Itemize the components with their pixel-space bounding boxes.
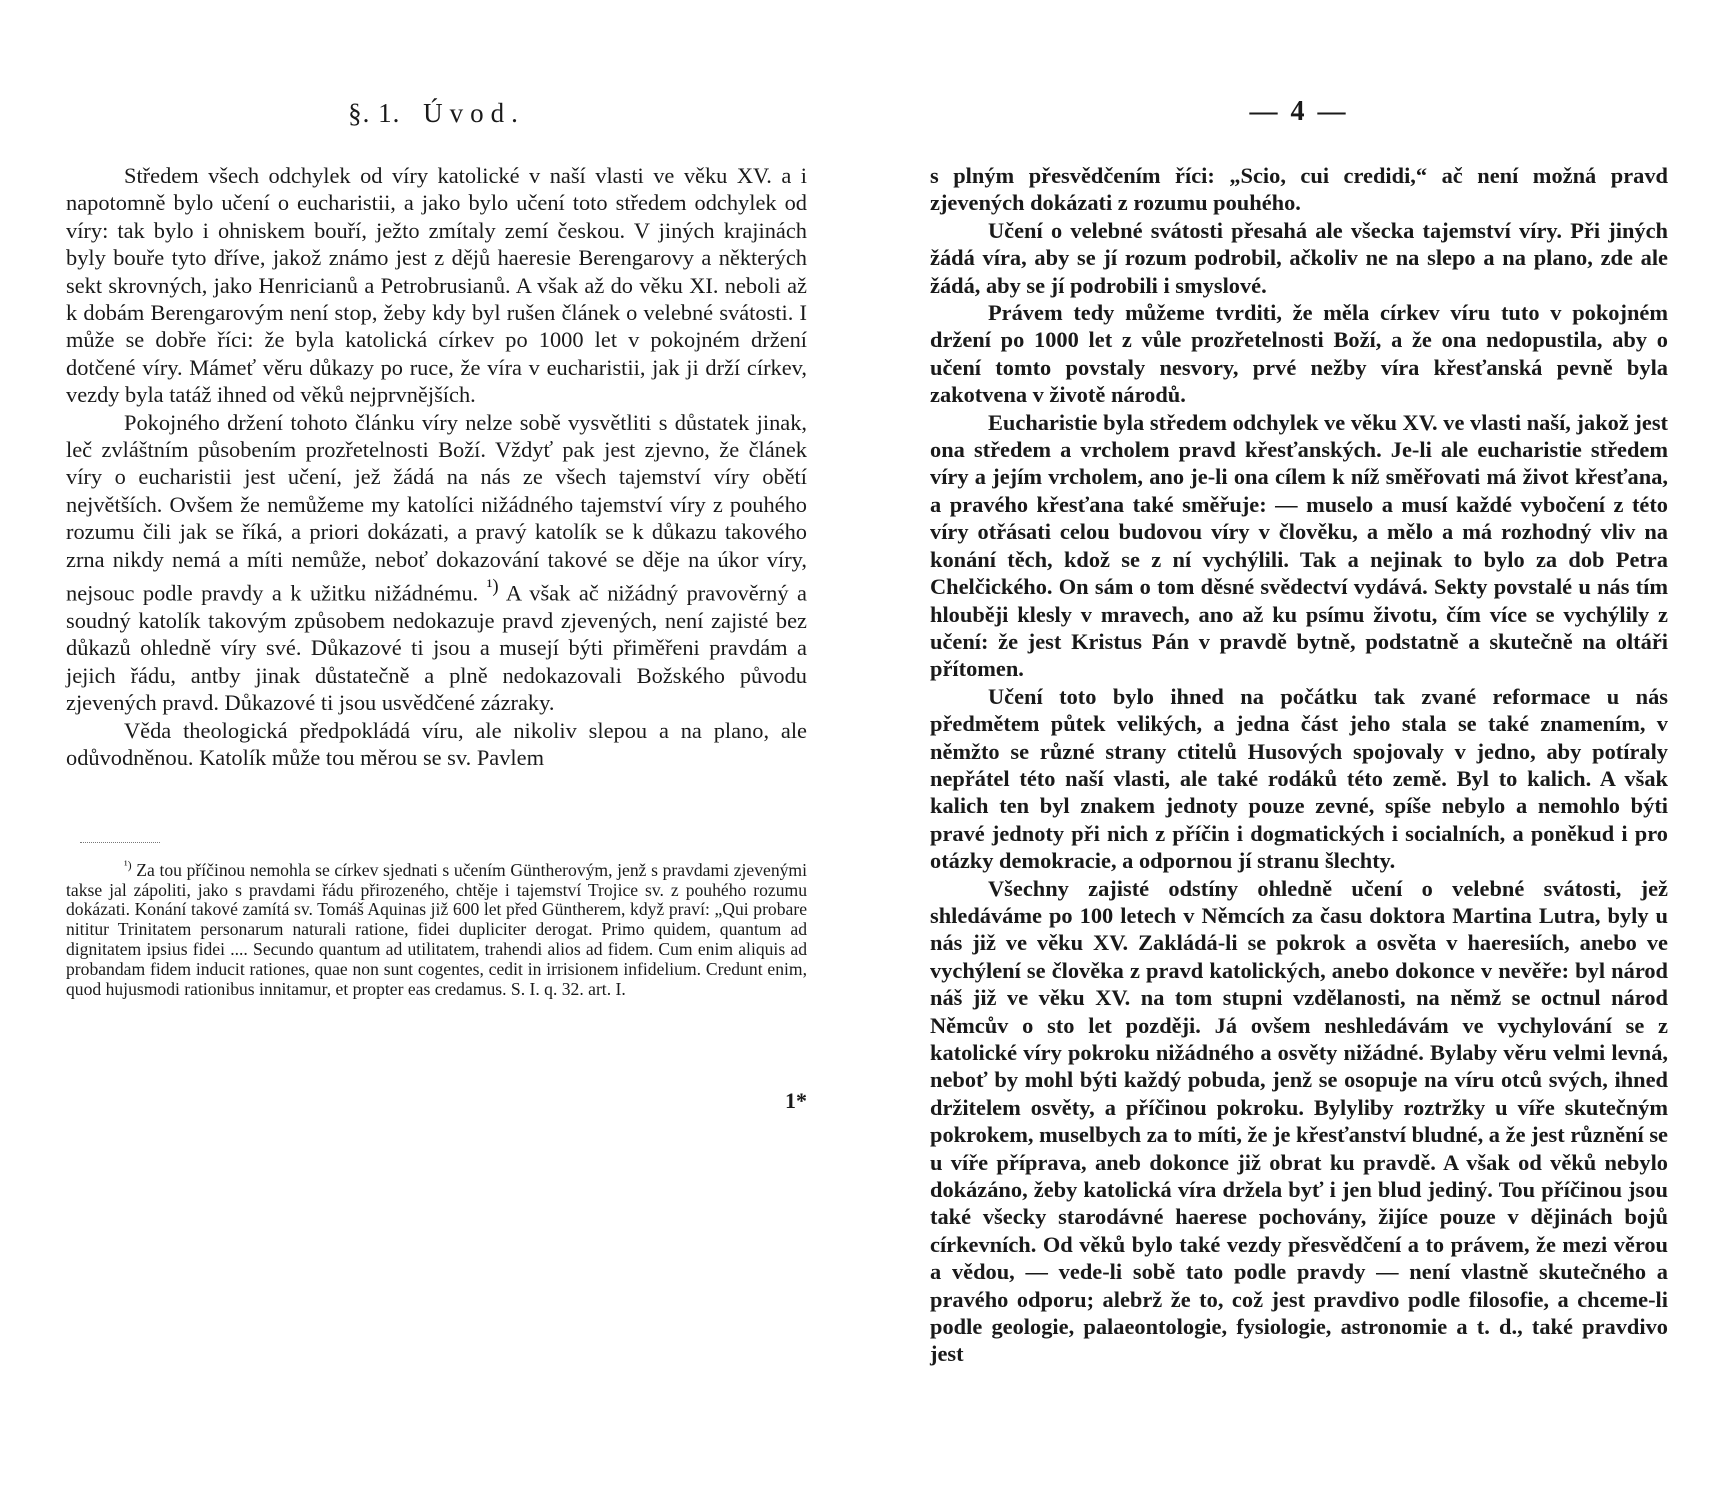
page-number: — 4 — bbox=[1249, 96, 1349, 127]
paragraph-text: A však ač nižádný pravověrný a soudný katolík takovým způsobem nedokazuje pravd zjevených, není zajisté bez důkazů ohledně víry své. Důkazové ti jsou a musejí býti přiměřeni pravdám a jejich řádu, antby jinak důstatečně a plně nedokazovali Božského původu zjevených pravd. Důkazové ti jsou usvědčené zázraky. bbox=[66, 580, 807, 716]
section-heading bbox=[66, 98, 807, 129]
right-page-body bbox=[930, 162, 1668, 1368]
footnote-separator bbox=[80, 842, 160, 843]
paragraph: Právem tedy můžeme tvrditi, že měla církev víru tuto v pokojném držení po 1000 let z vůle prozřetelnosti Boží, a že ona nedopustila, aby o učení tomto povstaly nesvory, prvé nežby víra křesťanská pevně byla zakotvena v životě národů. bbox=[930, 300, 1668, 408]
left-page-body bbox=[66, 162, 807, 771]
footnote-reference: ¹) bbox=[486, 576, 499, 598]
footnote bbox=[66, 856, 807, 999]
paragraph: Učení o velebné svátosti přesahá ale všecka tajemství víry. Při jiných žádá víra, aby se jí rozum podrobil, ačkoliv ne na slepo a na plano, zde ale žádá, aby se jí podrobili i smyslové. bbox=[930, 217, 1668, 298]
footnote-text bbox=[66, 856, 807, 999]
paragraph: Učení toto bylo ihned na počátku tak zvané reformace u nás předmětem půtek velikých, a jedna část jeho stala se také znamením, v němžto se různé strany ctitelů Husových spojovaly v jedno, aby potíraly nepřátel této naší vlasti, ale také rodáků této země. Byl to kalich. A však kalich ten byl znakem jednoty pouze zevné, spíše nebylo a nemohlo býti pravé jednoty při nich z příčin i dogmatických i socialních, a poněkud i pro otázky demokracie, a odpornou jí stranu šlechty. bbox=[930, 683, 1668, 874]
paragraph: Všechny zajisté odstíny ohledně učení o velebné svátosti, jež shledáváme po 100 letech v Němcích za času doktora Martina Lutra, byly u nás již ve věku XV. Zakládá-li se pokrok a osvěta v haeresiích, anebo ve vychýlení se člověka z pravd katolických, anebo dokonce v nevěře: byl národ náš již ve věku XV. na tom stupni vzdělanosti, na němž se octnul národ Němcův o sto let později. Já ovšem neshledávám ve vychylování se z katolické víry pokroku nižádného a osvěty nižádné. Bylaby věru velmi levná, neboť by mohl býti každý pobuda, jenž se osopuje na víru otců svých, ihned držitelem osvěty, a příčinou pokroku. Bylyliby roztržky u víře skutečným pokrokem, muselbych za to míti, že je křesťanství bludné, a že jest různění se u víře příprava, aneb dokonce již obrat ku pravdě. A však od věků nebylo dokázáno, žeby katolická víra držela byť i jen blud jediný. Tou příčinou jsou také všecky starodávné haerese pochovány, žijíce pouze v dějinách bojů církevních. Od věků bylo také vezdy přesvědčení a to právem, že mezi věrou a vědou, — vede-li sobě tato podle pravdy — není vlastně skutečného a pravého odporu; alebrž že to, což jest pravdivo podle filosofie, a chceme-li podle geologie, palaeontologie, fysiologie, astronomie a t. d., také pravdivo jest bbox=[930, 875, 1668, 1367]
footnote-marker: ¹) bbox=[124, 858, 132, 872]
paragraph: s plným přesvědčením říci: „Scio, cui credidi,“ ač není možná pravd zjevených dokázati z rozumu pouhého. bbox=[930, 163, 1668, 216]
paragraph: Středem všech odchylek od víry katolické v naší vlasti ve věku XV. a i napotomně bylo učení o eucharistii, a jako bylo učení toto středem odchylek od víry: tak bylo i ohniskem bouří, ježto zmítaly zemí českou. V jiných krajinách byly bouře tyto dříve, jakož známo jest z dějů haeresie Berengarovy a některých sekt skrovných, jako Henricianů a Petrobrusianů. A však až do věku XI. neboli až k dobám Berengarovým není stop, žeby kdy byl rušen článek o velebné svátosti. I může se dobře říci: že byla katolická církev po 1000 let v pokojném držení dotčené víry. Mámeť věru důkazy po ruce, že víra v eucharistii, jak ji drží církev, vezdy byla tatáž ihned od věků nejprvnějších. bbox=[66, 163, 807, 408]
paragraph: Eucharistie byla středem odchylek ve věku XV. ve vlasti naší, jakož jest ona středem a vrcholem pravd křesťanských. Je-li ale eucharistie středem víry a jejím vrcholem, ano je-li ona cílem k níž směřovati má život křesťana, a pravého křesťana také směřuje: — muselo a musí každé vybočení z této víry otřásati celou budovou víry v člověku, a mělo a má rozhodný vliv na konání těch, kdož se z ní vychýlili. Tak a nejinak to bylo za dob Petra Chelčického. On sám o tom děsné svědectví vydává. Sekty povstalé u nás tím hlouběji klesly v mravech, ano až ku psímu životu, čím více se vychýlily z učení: že jest Kristus Pán v pravdě bytně, podstatně a skutečně na oltáři přítomen. bbox=[930, 409, 1668, 682]
section-title: Úvod. bbox=[423, 98, 525, 128]
signature-mark: 1* bbox=[785, 1088, 807, 1113]
paragraph-text: Pokojného držení tohoto článku víry nelze sobě vysvětliti s důstatek jinak, leč zvláštním působením prozřetelnosti Boží. Vždyť pak jest zjevno, že článek víry o eucharistii jest učení, jež žádá na nás ze všech tajemství víry obětí největších. Ovšem že nemůžeme my katolíci nižádného tajemství víry z pouhého rozumu čili jak se říká, a priori dokázati, a pravý katolík se k důkazu takového zrna nikdy nemá a míti nemůže, neboť dokazování takové se děje na úkor víry, nejsouc podle pravdy a k užitku nižádnému. bbox=[66, 409, 807, 606]
paragraph: Věda theologická předpokládá víru, ale nikoliv slepou a na plano, ale odůvodněnou. Katolík může tou měrou se sv. Pavlem bbox=[66, 717, 807, 770]
paragraph bbox=[66, 409, 807, 717]
footnote-body: Za tou příčinou nemohla se církev sjednati s učením Güntherovým, jenž s pravdami zjevenými takse jal zápoliti, jako s pravdami řádu přirozeného, chtěje i tajemství Trojice sv. z pouhého rozumu dokázati. Konání takové zamítá sv. Tomáš Aquinas již 600 let před Güntherem, když praví: „Qui probare nititur Trinitatem personarum naturali ratione, fidei dupliciter derogat. Primo quidem, quantum ad dignitatem ipsius fidei .... Secundo quantum ad utilitatem, trahendi alios ad fidem. Cum enim aliquis ad probandam fidem inducit rationes, quae non sunt cogentes, cedit in irrisionem infidelium. Credunt enim, quod hujusmodi rationibus innitamur, et propter eas credamus. S. I. q. 32. art. I. bbox=[66, 859, 807, 999]
section-number: §. 1. bbox=[348, 98, 401, 128]
